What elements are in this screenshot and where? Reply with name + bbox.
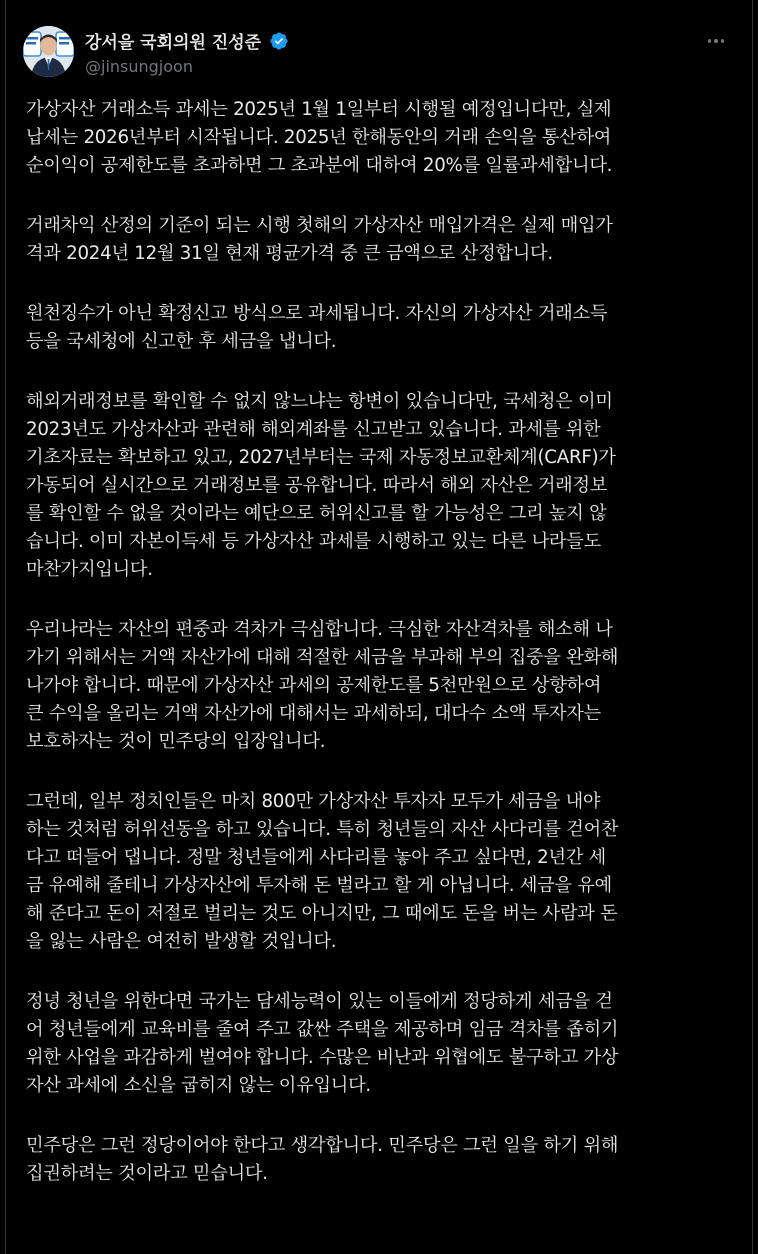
tweet-line: 나가야 합니다. 때문에 가상자산 과세의 공제한도를 5천만원으로 상향하여: [26, 675, 602, 696]
tweet-line: 가기 위해서는 거액 자산가에 대해 적절한 세금을 부과해 부의 집중을 완화해: [26, 647, 619, 668]
display-name[interactable]: 강서을 국회의원 진성준: [85, 33, 262, 53]
avatar[interactable]: [23, 26, 74, 77]
tweet-line: 기초자료는 확보하고 있고, 2027년부터는 국제 자동정보교환체계(CARF)가: [26, 447, 616, 468]
tweet-line: 다고 떠들어 댑니다. 정말 청년들에게 사다리를 놓아 주고 싶다면, 2년간 세: [26, 847, 606, 868]
tweet-line: 2023년도 가상자산과 관련해 해외계좌를 신고받고 있습니다. 과세를 위한: [26, 419, 601, 440]
tweet-line: 등을 국세청에 신고한 후 세금을 냅니다.: [26, 331, 337, 352]
tweet-paragraph: [26, 300, 738, 356]
tweet-line: 을 잃는 사람은 여전히 발생할 것입니다.: [26, 931, 337, 952]
tweet-line: 우리나라는 자산의 편중과 격차가 극심합니다. 극심한 자산격차를 해소해 나: [26, 619, 613, 640]
tweet-paragraph: [26, 96, 738, 180]
tweet-text: [26, 96, 738, 1220]
right-border: [752, 0, 753, 1254]
tweet-line: 순이익이 공제한도를 초과하면 그 초과분에 대하여 20%를 일률과세합니다.: [26, 155, 613, 176]
tweet-line: 하는 것처럼 허위선동을 하고 있습니다. 특히 청년들의 자산 사다리를 걷어찬: [26, 819, 619, 840]
tweet-line: 보호하자는 것이 민주당의 입장입니다.: [26, 731, 326, 752]
more-options-button[interactable]: [702, 30, 730, 52]
tweet-line: 가상자산 거래소득 과세는 2025년 1월 1일부터 시행될 예정입니다만, 실제: [26, 99, 612, 120]
tweet-line: 해외거래정보를 확인할 수 없지 않느냐는 항변이 있습니다만, 국세청은 이미: [26, 391, 613, 412]
tweet-line: 자산 과세에 소신을 굽히지 않는 이유입니다.: [26, 1075, 371, 1096]
tweet-line: 해 준다고 돈이 저절로 벌리는 것도 아니지만, 그 때에도 돈을 버는 사람과 돈: [26, 903, 618, 924]
verified-badge-icon[interactable]: [269, 31, 289, 51]
tweet-paragraph: [26, 988, 738, 1100]
tweet-line: 어 청년들에게 교육비를 줄여 주고 값싼 주택을 제공하며 임금 격차를 좁히기: [26, 1019, 619, 1040]
tweet-header: [23, 26, 736, 82]
tweet-paragraph: [26, 212, 738, 268]
tweet-line: 정녕 청년을 위한다면 국가는 담세능력이 있는 이들에게 정당하게 세금을 걷: [26, 991, 613, 1012]
profile-photo-icon: [23, 26, 74, 77]
tweet-line: 위한 사업을 과감하게 벌여야 합니다. 수많은 비난과 위협에도 불구하고 가상: [26, 1047, 619, 1068]
tweet-line: 거래차익 산정의 기준이 되는 시행 첫해의 가상자산 매입가격은 실제 매입가: [26, 215, 613, 236]
tweet-line: 그런데, 일부 정치인들은 마치 800만 가상자산 투자자 모두가 세금을 내야: [26, 791, 601, 812]
tweet-line: 마찬가지입니다.: [26, 559, 153, 580]
author-info: [85, 28, 289, 76]
tweet-line: 큰 수익을 올리는 거액 자산가에 대해서는 과세하되, 대다수 소액 투자자는: [26, 703, 601, 724]
tweet: [6, 0, 752, 1254]
tweet-line: 납세는 2026년부터 시작됩니다. 2025년 한해동안의 거래 손익을 통산하여: [26, 127, 612, 148]
tweet-line: 민주당은 그런 정당이어야 한다고 생각합니다. 민주당은 그런 일을 하기 위해: [26, 1135, 619, 1156]
tweet-line: 격과 2024년 12월 31일 현재 평균가격 중 큰 금액으로 산정합니다.: [26, 243, 553, 264]
more-horizontal-icon-dot: [721, 39, 725, 43]
tweet-line: 가동되어 실시간으로 거래정보를 공유합니다. 따라서 해외 자산은 거래정보: [26, 475, 608, 496]
more-horizontal-icon-dot: [708, 39, 712, 43]
tweet-paragraph: [26, 1132, 738, 1188]
tweet-line: 원천징수가 아닌 확정신고 방식으로 과세됩니다. 자신의 가상자산 거래소득: [26, 303, 608, 324]
more-horizontal-icon-dot: [714, 39, 718, 43]
tweet-line: 습니다. 이미 자본이득세 등 가상자산 과세를 시행하고 있는 다른 나라들도: [26, 531, 601, 552]
tweet-line: 집권하려는 것이라고 믿습니다.: [26, 1163, 268, 1184]
tweet-line: 를 확인할 수 없을 것이라는 예단으로 허위신고를 할 가능성은 그리 높지 않: [26, 503, 607, 524]
tweet-line: 금 유예해 줄테니 가상자산에 투자해 돈 벌라고 할 게 아닙니다. 세금을 유예: [26, 875, 612, 896]
tweet-paragraph: [26, 616, 738, 756]
tweet-paragraph: [26, 388, 738, 584]
tweet-paragraph: [26, 788, 738, 956]
author-handle[interactable]: @jinsungjoon: [85, 57, 193, 76]
